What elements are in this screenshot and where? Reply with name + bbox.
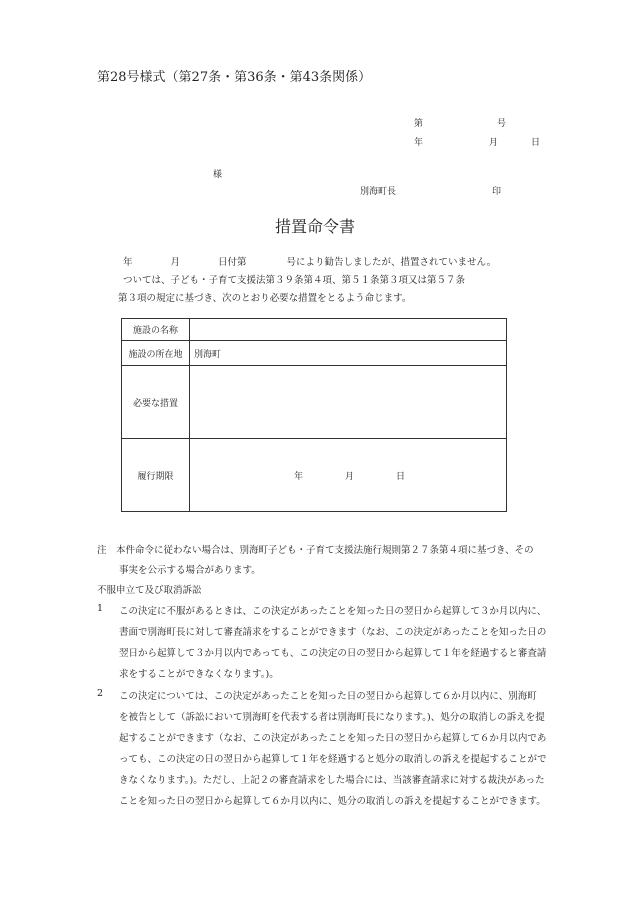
row-label: 施設の名称 xyxy=(122,319,190,341)
body-month: 月 xyxy=(170,257,181,268)
seal-mark: 印 xyxy=(492,187,502,197)
body-year: 年 xyxy=(123,257,133,268)
row-label: 必要な措置 xyxy=(122,366,190,439)
note-line-1: 注 本件命令に従わない場合は、別海町子ども・子育て支援法施行規則第２７条第４項に基づき、その xyxy=(97,545,534,556)
item-1-line-1: この決定に不服があるときは、この決定があったことを知った日の翌日から起算して３か月以内に、 xyxy=(119,606,547,617)
body-line-3: 第３項の規定に基づき、次のとおり必要な措置をとるよう命じます。 xyxy=(118,293,412,304)
item-2-line-4: っても、この決定の日の翌日から起算して１年を経過すると処分の取消しの訴えを提起することがで xyxy=(119,754,547,765)
row-label: 履行期限 xyxy=(122,439,190,512)
date-year: 年 xyxy=(414,138,424,148)
appeal-heading: 不服申立て及び取消訴訟 xyxy=(97,585,202,596)
body-date-ref: 日付第 xyxy=(218,257,247,268)
issuer-name: 別海町長 xyxy=(360,187,397,197)
date-day: 日 xyxy=(531,138,541,148)
row-value xyxy=(190,366,507,439)
row-label: 施設の所在地 xyxy=(122,341,190,366)
body-line-1 xyxy=(123,254,496,268)
row-value xyxy=(190,439,507,512)
table-row xyxy=(122,366,507,439)
item-2-line-3: 起することができます（なお、この決定があったことを知った日の翌日から起算して６か月以内であ xyxy=(119,733,547,744)
item-2-line-5: きなくなります。)。ただし、上記２の審査請求をした場合には、当該審査請求に対する裁決があった xyxy=(119,775,545,786)
doc-number-label: 第 xyxy=(414,119,424,129)
item-2-line-1: この決定については、この決定があったことを知った日の翌日から起算して６か月以内に、別海町 xyxy=(119,691,537,702)
deadline-month: 月 xyxy=(345,471,355,482)
item-2-line-6: ことを知った日の翌日から起算して６か月以内に、処分の取消しの訴えを提起することができます。 xyxy=(119,796,546,807)
row-value: 別海町 xyxy=(190,341,507,366)
body-text: 号により勧告しましたが、措置されていません。 xyxy=(286,257,497,268)
deadline-year: 年 xyxy=(294,471,304,482)
item-number: 2 xyxy=(97,688,104,699)
doc-number-suffix: 号 xyxy=(497,119,507,129)
table-row xyxy=(122,319,507,341)
item-2-line-2: を被告として（訴訟において別海町を代表する者は別海町長になります。)、処分の取消しの訴えを提 xyxy=(119,712,545,723)
date-month: 月 xyxy=(489,138,499,148)
form-title: 第28号様式（第27条・第36条・第43条関係） xyxy=(97,70,372,85)
issue-date xyxy=(414,135,540,148)
item-number: 1 xyxy=(97,603,104,614)
addressee: 様 xyxy=(213,170,223,180)
facility-table xyxy=(121,318,507,512)
note-line-2: 事実を公示する場合があります。 xyxy=(119,565,261,576)
item-1-line-3: 翌日から起算して３か月以内であっても、この決定の日の翌日から起算して１年を経過すると審査請 xyxy=(119,648,547,659)
table-row xyxy=(122,439,507,512)
body-line-2: ついては、子ども・子育て支援法第３９条第４項、第５１条第３項又は第５７条 xyxy=(123,275,466,286)
document-title: 措置命令書 xyxy=(274,217,355,236)
row-value xyxy=(190,319,507,341)
deadline-day: 日 xyxy=(396,471,406,482)
item-1-line-4: 求をすることができなくなります。)。 xyxy=(119,669,279,680)
item-1-line-2: 書面で別海町長に対して審査請求をすることができます（なお、この決定があったことを知った日の xyxy=(119,627,547,638)
table-row xyxy=(122,341,507,366)
